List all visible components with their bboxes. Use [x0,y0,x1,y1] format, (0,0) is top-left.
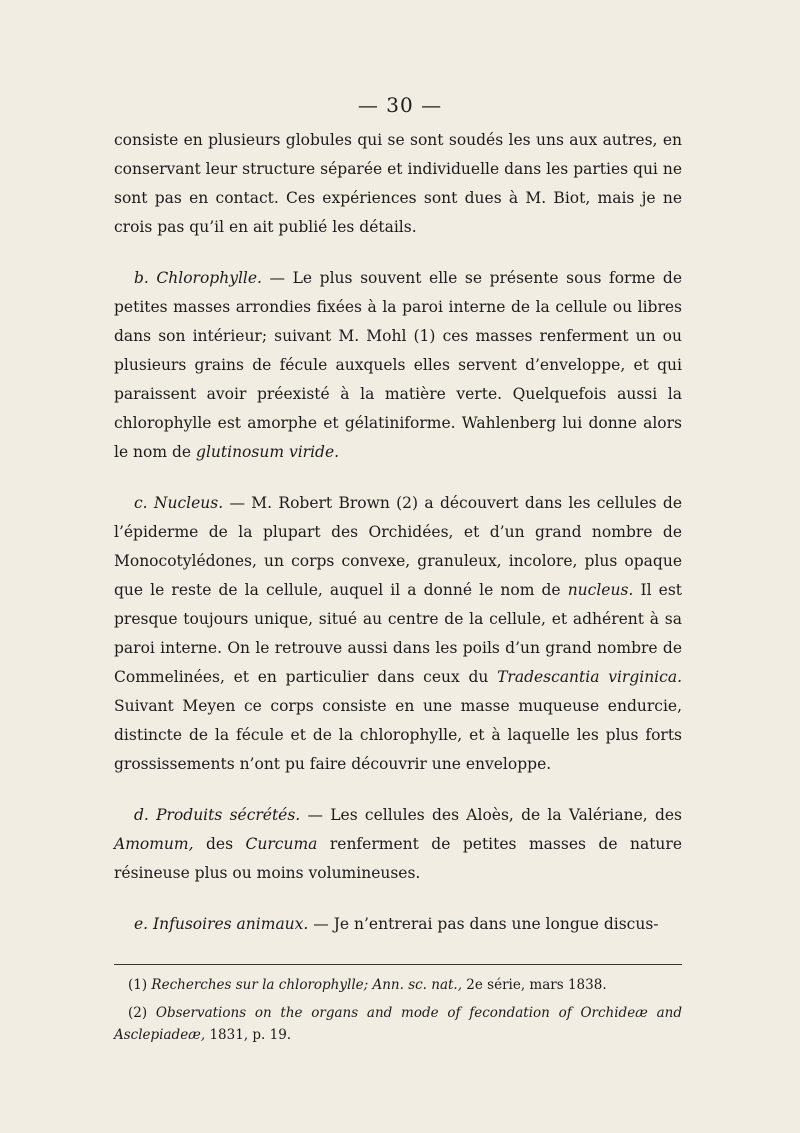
page-number: — 30 — [357,93,443,117]
paragraph-produits-text-c: renferment de petites masses de nature résineuse plus ou moins volumineuses. [114,835,682,882]
term-tradescantia: Tradescantia virginica. [497,668,682,686]
paragraph-1 [114,126,682,242]
section-label-infusoires: e. Infusoires animaux. [134,915,309,933]
paragraph-produits [114,801,682,888]
footnote-2-number: (2) [128,1005,148,1021]
section-label-produits: d. Produits sécrétés. [134,806,301,824]
paragraph-chlorophylle [114,264,682,467]
footnote-1-rest: 2e série, mars 1838. [462,977,607,993]
paragraph-nucleus [114,489,682,779]
body-text [114,126,682,939]
section-label-nucleus: c. Nucleus. [134,494,224,512]
footnote-divider [114,964,682,965]
paragraph-nucleus-text-c: Suivant Meyen ce corps consiste en une masse muqueuse endurcie, distincte de la fécule et de la chlorophylle, et à laquelle les plus forts grossissements n’ont pu faire découvrir une enveloppe. [114,697,682,773]
footnotes [114,974,682,1046]
paragraph-1-text: consiste en plusieurs globules qui se sont soudés les uns aux autres, en conservant leur structure séparée et individuelle dans les parties qui ne sont pas en contact. Ces expériences sont dues à M. Biot, mais je ne crois pas qu’il en ait publié les détails. [114,131,682,236]
footnote-2 [114,1002,682,1046]
footnote-2-rest: 1831, p. 19. [205,1027,292,1043]
paragraph-nucleus-text-b: Il est presque toujours unique, situé au centre de la cellule, et adhérent à sa paroi interne. On le retrouve aussi dans les poils d’un grand nombre de Commelinées, et en particulier dans ceux du [114,581,682,686]
paragraph-produits-text-a: — Les cellules des Aloès, de la Valériane, des [300,806,683,824]
term-glutinosum: glutinosum viride. [196,443,340,461]
term-curcuma: Curcuma [245,835,318,853]
footnote-1-title: Recherches sur la chlorophylle; Ann. sc. nat., [151,977,463,993]
section-label-chlorophylle: b. Chlorophylle. [134,269,262,287]
footnote-1-number: (1) [128,977,148,993]
paragraph-produits-text-b: des [193,835,246,853]
footnote-1 [114,974,682,996]
footnote-2-title: Observations on the organs and mode of fecondation of Orchideæ and Asclepiadeæ, [114,1005,682,1043]
term-amomum: Amomum, [114,835,194,853]
term-nucleus: nucleus. [567,581,634,599]
paragraph-chlorophylle-text: — Le plus souvent elle se présente sous forme de petites masses arrondies fixées à la paroi interne de la cellule ou libres dans son intérieur; suivant M. Mohl (1) ces masses renferment un ou plusieurs grains de fécule auxquels elles servent d’enveloppe, et qui paraissent avoir préexisté à la matière verte. Quelquefois aussi la chlorophylle est amorphe et gélatiniforme. Wahlenberg lui donne alors le nom de [114,269,682,461]
paragraph-nucleus-text-a: — M. Robert Brown (2) a découvert dans les cellules de l’épiderme de la plupart des Orchidées, et d’un grand nombre de Monocotylédones, un corps convexe, granuleux, incolore, plus opaque que le reste de la cellule, auquel il a donné le nom de [114,494,682,599]
paragraph-infusoires-text: — Je n’entrerai pas dans une longue discus- [308,915,659,933]
paragraph-infusoires [114,910,682,939]
